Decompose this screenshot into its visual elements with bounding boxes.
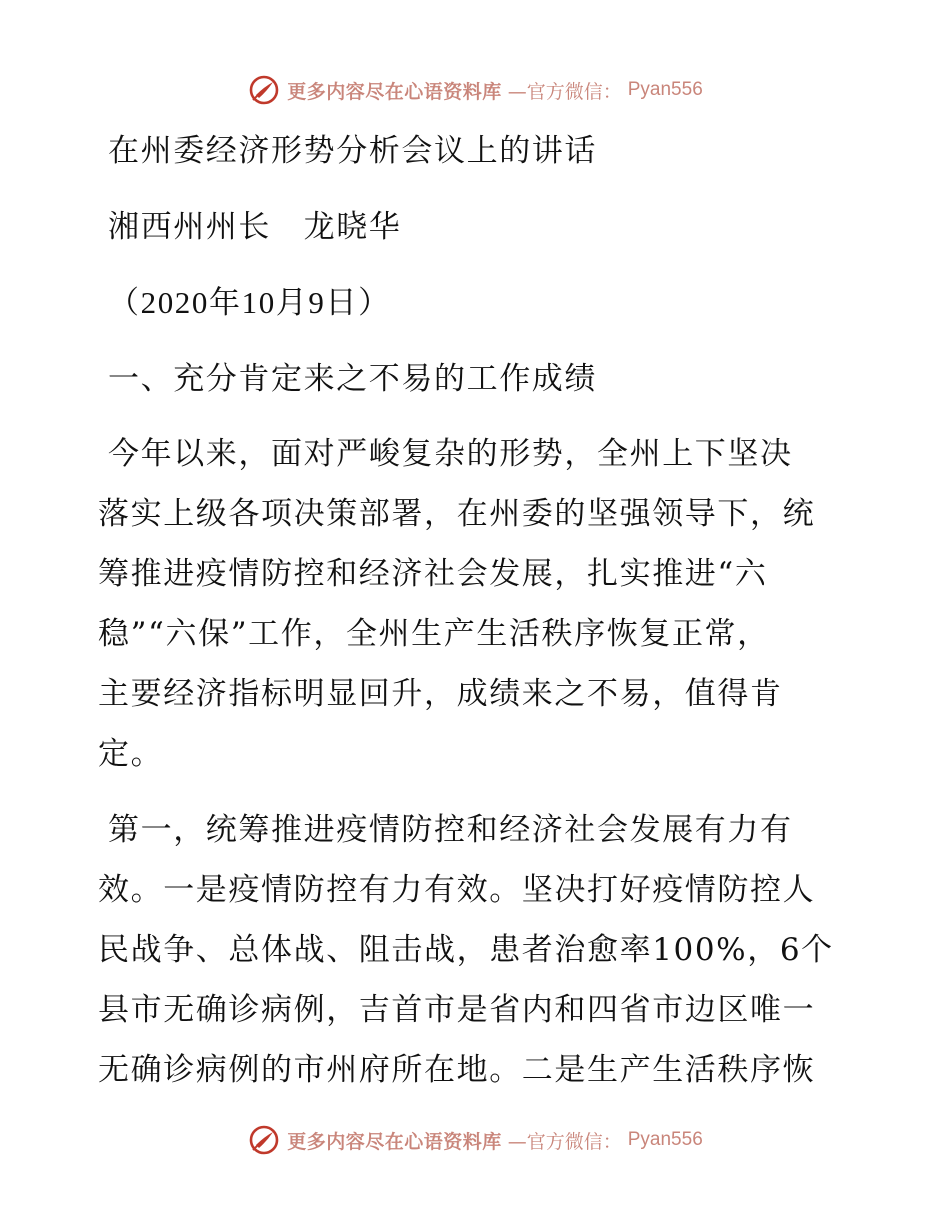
book-feather-icon xyxy=(247,1123,281,1157)
paragraph-1 xyxy=(98,424,858,784)
document-title: 在州委经济形势分析会议上的讲话 xyxy=(108,133,597,169)
date-line: （2020年10月9日） xyxy=(108,285,391,320)
paragraph-line: 今年以来，面对严峻复杂的形势，全州上下坚决 xyxy=(108,436,793,472)
paragraph-line: 主要经济指标明显回升，成绩来之不易，值得肯 xyxy=(98,676,783,712)
paragraph-line: 第一，统筹推进疫情防控和经济社会发展有力有 xyxy=(108,812,793,848)
paragraph-line: 无确诊病例的市州府所在地。二是生产生活秩序恢 xyxy=(98,1052,816,1088)
paragraph-line: 筹推进疫情防控和经济社会发展，扎实推进“六 xyxy=(98,556,768,592)
watermark-account: Pyan556 xyxy=(627,79,703,100)
watermark-header xyxy=(0,70,950,110)
paragraph-line: 民战争、总体战、阻击战，患者治愈率100%，6个 xyxy=(98,932,834,968)
paragraph-2 xyxy=(98,800,858,1100)
paragraph-line: 落实上级各项决策部署，在州委的坚强领导下，统 xyxy=(98,496,816,532)
book-feather-icon xyxy=(247,73,281,107)
paragraph-line: 效。一是疫情防控有力有效。坚决打好疫情防控人 xyxy=(98,872,816,908)
document-body xyxy=(98,120,858,1100)
watermark-footer xyxy=(0,1120,950,1160)
watermark-text: 更多内容尽在心语资料库 xyxy=(287,1130,502,1153)
paragraph-line: 稳”“六保”工作，全州生产生活秩序恢复正常， xyxy=(98,616,770,652)
paragraph-line: 定。 xyxy=(98,736,164,772)
watermark-separator: —官方微信： xyxy=(507,1130,622,1153)
paragraph-line: 县市无确诊病例，吉首市是省内和四省市边区唯一 xyxy=(98,992,816,1028)
speaker-line: 湘西州州长 龙晓华 xyxy=(108,209,402,245)
section-heading: 一、充分肯定来之不易的工作成绩 xyxy=(108,361,597,397)
watermark-separator: —官方微信： xyxy=(507,80,622,103)
watermark-text: 更多内容尽在心语资料库 xyxy=(287,80,502,103)
watermark-account: Pyan556 xyxy=(627,1129,703,1150)
